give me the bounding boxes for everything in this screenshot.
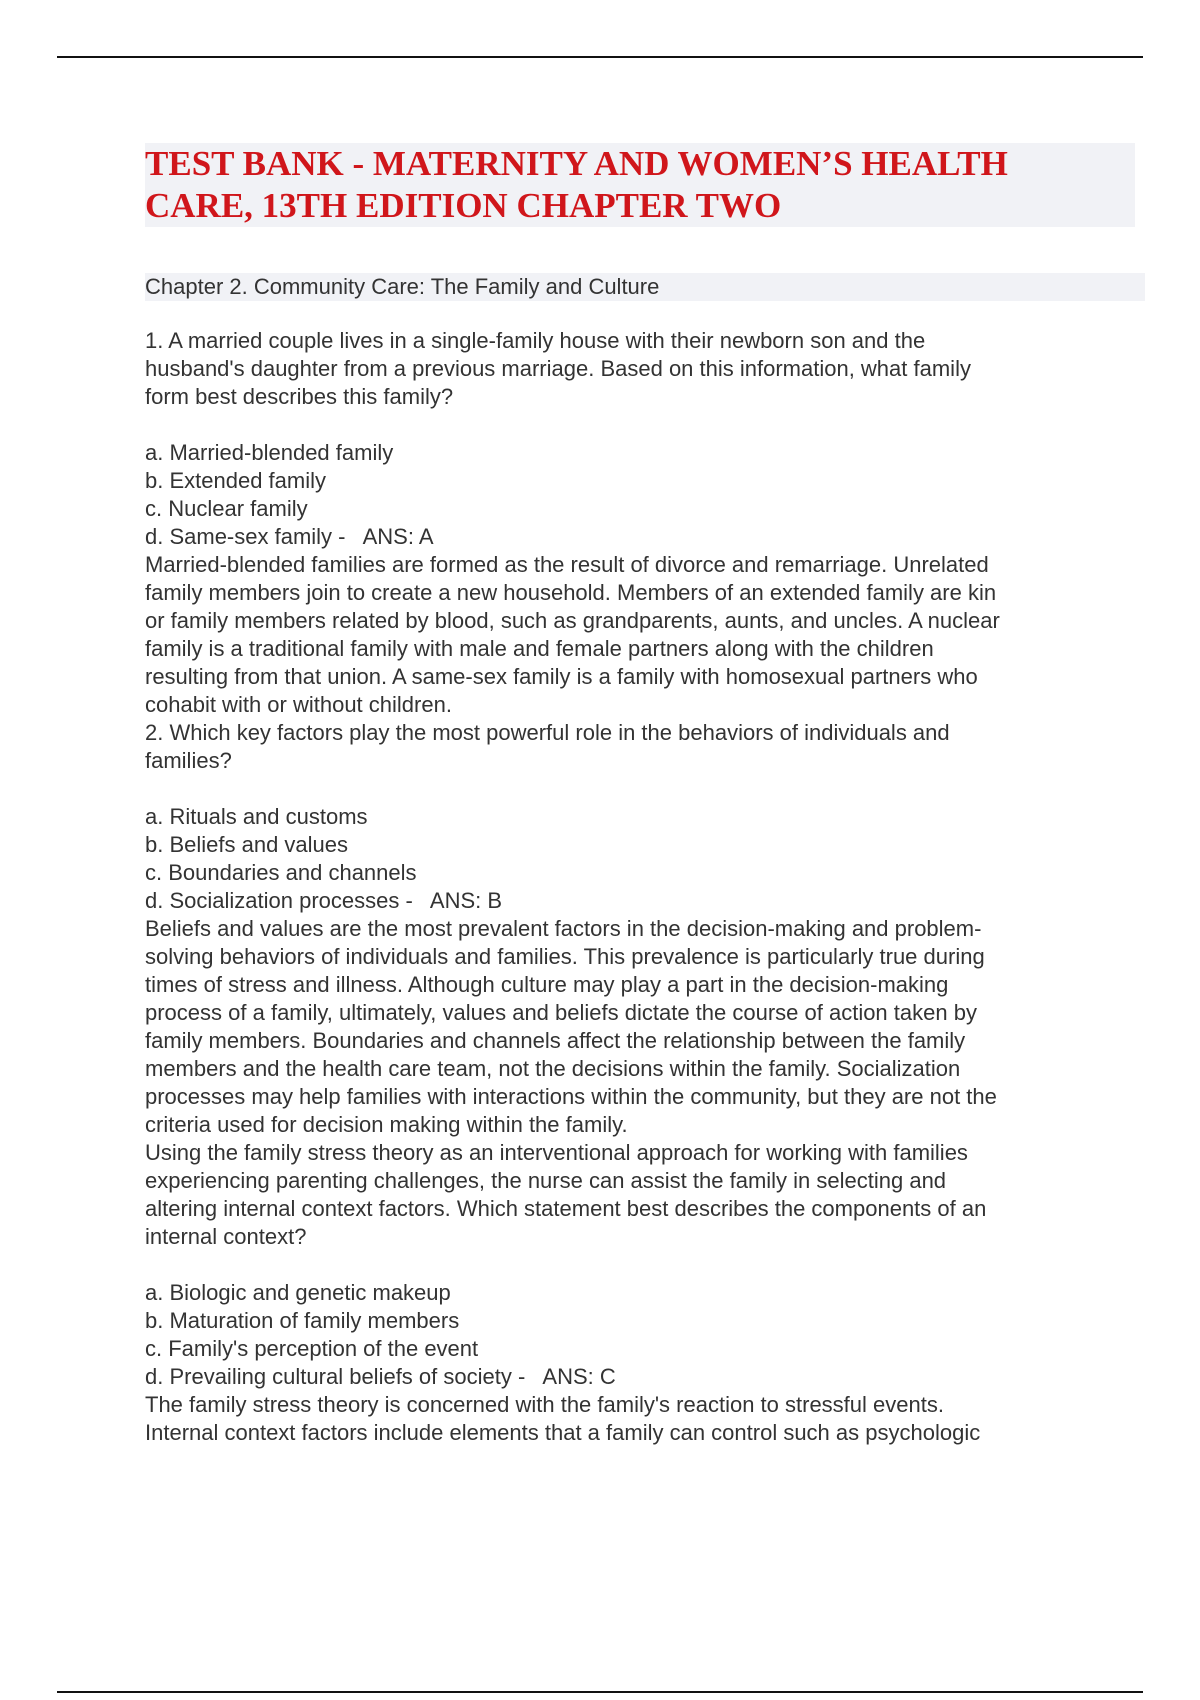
rationale-line: Beliefs and values are the most prevalent factors in the decision-making and problem- (145, 916, 982, 941)
rationale-line: criteria used for decision making within the family. (145, 1112, 628, 1137)
answer-option-text: d. Socialization processes - (145, 888, 413, 913)
question-stem-line: form best describes this family? (145, 384, 454, 409)
document-body (145, 273, 1145, 1447)
answer-option-last (145, 887, 1145, 915)
answer-option-text: d. Same-sex family - (145, 524, 346, 549)
rationale-line: processes may help families with interactions within the community, but they are not the (145, 1084, 997, 1109)
answer-option: a. Rituals and customs (145, 804, 368, 829)
answer-option: b. Beliefs and values (145, 832, 349, 857)
answer-option: c. Family's perception of the event (145, 1336, 479, 1361)
answer-key: ANS: C (542, 1364, 616, 1389)
rationale-line: family members join to create a new household. Members of an extended family are kin (145, 580, 997, 605)
answer-option-text: d. Prevailing cultural beliefs of society - (145, 1364, 526, 1389)
question-stem-line: 1. A married couple lives in a single-family house with their newborn son and the (145, 328, 926, 353)
answer-option: b. Extended family (145, 468, 326, 493)
title-line-2: CARE, 13TH EDITION CHAPTER TWO (145, 185, 1135, 227)
question-stem-line: experiencing parenting challenges, the nurse can assist the family in selecting and (145, 1168, 947, 1193)
answer-key: ANS: B (429, 888, 503, 913)
rationale-line: family members. Boundaries and channels affect the relationship between the family (145, 1028, 966, 1053)
question-3 (145, 1139, 1145, 1447)
rationale-line: The family stress theory is concerned with the family's reaction to stressful events. (145, 1392, 944, 1417)
document-title (145, 143, 1135, 227)
chapter-heading: Chapter 2. Community Care: The Family and Culture (145, 273, 1145, 301)
answer-option: a. Married-blended family (145, 440, 394, 465)
question-stem-line: families? (145, 748, 232, 773)
answer-option: b. Maturation of family members (145, 1308, 460, 1333)
question-stem-line: husband's daughter from a previous marriage. Based on this information, what family (145, 356, 971, 381)
top-rule (57, 56, 1143, 58)
answer-option: a. Biologic and genetic makeup (145, 1280, 451, 1305)
answer-option: c. Nuclear family (145, 496, 308, 521)
rationale-line: resulting from that union. A same-sex family is a family with homosexual partners who (145, 664, 978, 689)
answer-option-last (145, 523, 1145, 551)
question-stem-line: 2. Which key factors play the most powerful role in the behaviors of individuals and (145, 720, 950, 745)
title-line-1: TEST BANK - MATERNITY AND WOMEN’S HEALTH (145, 143, 1135, 185)
answer-option-last (145, 1363, 1145, 1391)
question-1 (145, 327, 1145, 719)
answer-key: ANS: A (362, 524, 434, 549)
rationale-line: Internal context factors include elements that a family can control such as psychologic (145, 1420, 981, 1445)
question-2 (145, 719, 1145, 1139)
question-stem-line: Using the family stress theory as an interventional approach for working with families (145, 1140, 968, 1165)
rationale-line: cohabit with or without children. (145, 692, 452, 717)
answer-option: c. Boundaries and channels (145, 860, 417, 885)
question-stem-line: internal context? (145, 1224, 307, 1249)
rationale-line: or family members related by blood, such as grandparents, aunts, and uncles. A nuclear (145, 608, 1000, 633)
rationale-line: family is a traditional family with male and female partners along with the children (145, 636, 934, 661)
rationale-line: members and the health care team, not the decisions within the family. Socialization (145, 1056, 961, 1081)
bottom-rule (57, 1691, 1143, 1693)
rationale-line: process of a family, ultimately, values and beliefs dictate the course of action taken by (145, 1000, 977, 1025)
rationale-line: solving behaviors of individuals and families. This prevalence is particularly true during (145, 944, 985, 969)
rationale-line: times of stress and illness. Although culture may play a part in the decision-making (145, 972, 949, 997)
question-stem-line: altering internal context factors. Which statement best describes the components of an (145, 1196, 987, 1221)
rationale-line: Married-blended families are formed as the result of divorce and remarriage. Unrelated (145, 552, 989, 577)
